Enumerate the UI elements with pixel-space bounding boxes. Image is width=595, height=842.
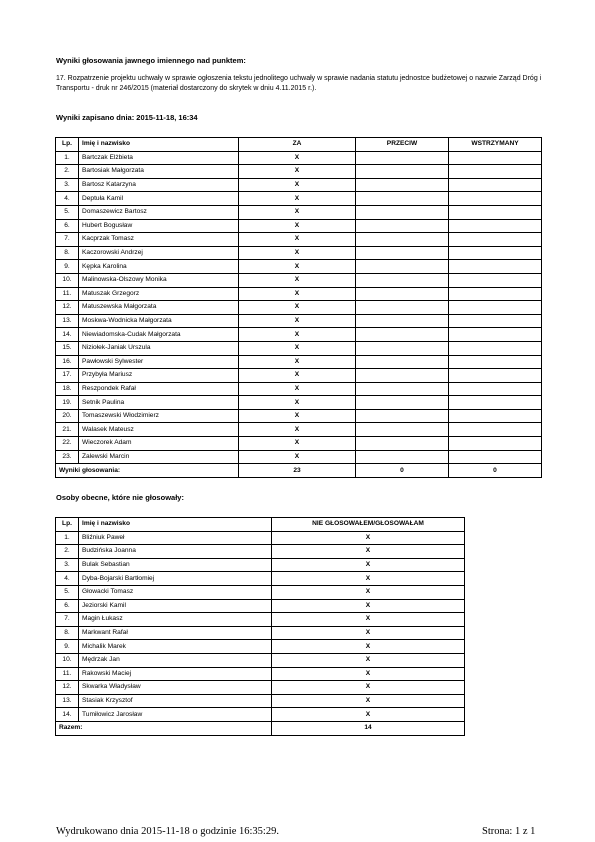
row-lp: 13. — [56, 314, 79, 328]
row-lp: 12. — [56, 301, 79, 315]
header-not-voted: NIE GŁOSOWAŁEM/GŁOSOWAŁAM — [272, 518, 465, 532]
table-row — [56, 151, 542, 165]
header-za: ZA — [239, 138, 356, 152]
header-przeciw: PRZECIW — [356, 138, 449, 152]
row-wstrzymany — [449, 369, 542, 383]
table-header-row — [56, 138, 542, 152]
row-wstrzymany — [449, 437, 542, 451]
section-title: Wyniki głosowania jawnego imiennego nad punktem: — [56, 56, 246, 65]
row-lp: 14. — [56, 708, 79, 722]
table-row — [56, 246, 542, 260]
row-za: X — [239, 341, 356, 355]
row-za: X — [239, 301, 356, 315]
row-wstrzymany — [449, 273, 542, 287]
footer-printed: Wydrukowano dnia 2015-11-18 o godzinie 16:35:29. — [56, 826, 279, 837]
row-name: Walasek Mateusz — [79, 423, 239, 437]
present-table — [55, 517, 465, 736]
row-wstrzymany — [449, 301, 542, 315]
row-name: Reszpondek Rafał — [79, 382, 239, 396]
row-lp: 3. — [56, 178, 79, 192]
row-name: Tumiłowicz Jarosław — [79, 708, 272, 722]
row-wstrzymany — [449, 423, 542, 437]
row-wstrzymany — [449, 192, 542, 206]
row-przeciw — [356, 314, 449, 328]
table-row — [56, 585, 465, 599]
row-name: Kacprzak Tomasz — [79, 233, 239, 247]
table-row — [56, 314, 542, 328]
header-wstrzymany: WSTRZYMANY — [449, 138, 542, 152]
table-row — [56, 165, 542, 179]
row-name: Magin Łukasz — [79, 613, 272, 627]
row-not-voted: X — [272, 545, 465, 559]
row-lp: 23. — [56, 450, 79, 464]
row-name: Domaszewicz Bartosz — [79, 205, 239, 219]
row-name: Michalik Marek — [79, 640, 272, 654]
row-lp: 2. — [56, 545, 79, 559]
row-wstrzymany — [449, 219, 542, 233]
row-lp: 12. — [56, 681, 79, 695]
table-row — [56, 531, 465, 545]
row-przeciw — [356, 287, 449, 301]
row-lp: 9. — [56, 640, 79, 654]
table-header-row — [56, 518, 465, 532]
row-za: X — [239, 437, 356, 451]
row-lp: 11. — [56, 287, 79, 301]
table-row — [56, 382, 542, 396]
row-za: X — [239, 423, 356, 437]
row-za: X — [239, 205, 356, 219]
row-za: X — [239, 219, 356, 233]
summary-przeciw: 0 — [356, 464, 449, 478]
row-not-voted: X — [272, 667, 465, 681]
table-row — [56, 694, 465, 708]
row-name: Wieczorek Adam — [79, 437, 239, 451]
row-za: X — [239, 287, 356, 301]
summary-label: Wyniki głosowania: — [56, 464, 239, 478]
row-wstrzymany — [449, 382, 542, 396]
row-name: Niewiadomska-Cudak Małgorzata — [79, 328, 239, 342]
row-wstrzymany — [449, 355, 542, 369]
row-wstrzymany — [449, 287, 542, 301]
row-lp: 17. — [56, 369, 79, 383]
row-lp: 15. — [56, 341, 79, 355]
row-przeciw — [356, 328, 449, 342]
row-name: Setnik Paulina — [79, 396, 239, 410]
agenda-item-description: 17. Rozpatrzenie projektu uchwały w sprawie ogłoszenia tekstu jednolitego uchwały w sprawie nadania statutu jednostce budżetowej o nazwie Zarząd Dróg i Transportu - druk nr 246/2015 (materiał dostarczony do skrytek w dniu 4.11.2015 r.). — [56, 75, 542, 92]
table-row — [56, 558, 465, 572]
row-name: Jeziorski Kamil — [79, 599, 272, 613]
row-za: X — [239, 178, 356, 192]
row-name: Przybyła Mariusz — [79, 369, 239, 383]
row-przeciw — [356, 450, 449, 464]
votes-table — [55, 137, 542, 478]
row-lp: 6. — [56, 219, 79, 233]
row-przeciw — [356, 341, 449, 355]
row-lp: 5. — [56, 585, 79, 599]
row-name: Bartosiak Małgorzata — [79, 165, 239, 179]
row-not-voted: X — [272, 572, 465, 586]
table-row — [56, 640, 465, 654]
row-wstrzymany — [449, 260, 542, 274]
row-name: Deptuła Kamil — [79, 192, 239, 206]
row-not-voted: X — [272, 531, 465, 545]
header-name: Imię i nazwisko — [79, 518, 272, 532]
table-row — [56, 437, 542, 451]
row-wstrzymany — [449, 328, 542, 342]
row-lp: 8. — [56, 626, 79, 640]
row-lp: 1. — [56, 531, 79, 545]
table-row — [56, 369, 542, 383]
row-name: Mędrzak Jan — [79, 653, 272, 667]
table-row — [56, 423, 542, 437]
row-lp: 1. — [56, 151, 79, 165]
summary-total: 14 — [272, 721, 465, 735]
footer-page-number: Strona: 1 z 1 — [482, 826, 536, 837]
row-przeciw — [356, 423, 449, 437]
row-lp: 20. — [56, 409, 79, 423]
row-lp: 10. — [56, 653, 79, 667]
row-przeciw — [356, 273, 449, 287]
table-row — [56, 233, 542, 247]
row-lp: 18. — [56, 382, 79, 396]
row-lp: 5. — [56, 205, 79, 219]
row-za: X — [239, 314, 356, 328]
table-row — [56, 273, 542, 287]
row-lp: 16. — [56, 355, 79, 369]
recorded-timestamp: Wyniki zapisano dnia: 2015-11-18, 16:34 — [56, 113, 198, 122]
row-not-voted: X — [272, 626, 465, 640]
row-lp: 7. — [56, 233, 79, 247]
row-za: X — [239, 151, 356, 165]
row-name: Dyba-Bojarski Bartłomiej — [79, 572, 272, 586]
row-lp: 11. — [56, 667, 79, 681]
row-wstrzymany — [449, 409, 542, 423]
row-not-voted: X — [272, 681, 465, 695]
row-wstrzymany — [449, 450, 542, 464]
row-not-voted: X — [272, 640, 465, 654]
row-przeciw — [356, 205, 449, 219]
row-za: X — [239, 260, 356, 274]
table-row — [56, 219, 542, 233]
row-wstrzymany — [449, 151, 542, 165]
row-name: Bartczak Elżbieta — [79, 151, 239, 165]
table-row — [56, 301, 542, 315]
row-name: Matuszewska Małgorzata — [79, 301, 239, 315]
table-row — [56, 341, 542, 355]
row-name: Budzińska Joanna — [79, 545, 272, 559]
row-lp: 8. — [56, 246, 79, 260]
row-name: Niziołek-Janiak Urszula — [79, 341, 239, 355]
row-name: Hubert Bogusław — [79, 219, 239, 233]
summary-za: 23 — [239, 464, 356, 478]
row-za: X — [239, 369, 356, 383]
table-row — [56, 599, 465, 613]
table-row — [56, 328, 542, 342]
row-przeciw — [356, 437, 449, 451]
table-row — [56, 450, 542, 464]
row-lp: 4. — [56, 192, 79, 206]
row-za: X — [239, 450, 356, 464]
row-not-voted: X — [272, 558, 465, 572]
row-za: X — [239, 409, 356, 423]
row-przeciw — [356, 369, 449, 383]
table-row — [56, 613, 465, 627]
row-przeciw — [356, 233, 449, 247]
row-przeciw — [356, 151, 449, 165]
votes-summary-row — [56, 464, 542, 478]
row-przeciw — [356, 382, 449, 396]
row-za: X — [239, 165, 356, 179]
table-row — [56, 653, 465, 667]
table-row — [56, 667, 465, 681]
row-wstrzymany — [449, 314, 542, 328]
row-wstrzymany — [449, 205, 542, 219]
header-lp: Lp. — [56, 518, 79, 532]
row-lp: 14. — [56, 328, 79, 342]
row-przeciw — [356, 260, 449, 274]
table-row — [56, 681, 465, 695]
table-row — [56, 192, 542, 206]
row-lp: 6. — [56, 599, 79, 613]
row-wstrzymany — [449, 396, 542, 410]
table-row — [56, 205, 542, 219]
row-przeciw — [356, 178, 449, 192]
table-row — [56, 396, 542, 410]
row-wstrzymany — [449, 246, 542, 260]
row-name: Tomaszewski Włodzimierz — [79, 409, 239, 423]
row-lp: 9. — [56, 260, 79, 274]
present-title: Osoby obecne, które nie głosowały: — [56, 493, 184, 502]
row-przeciw — [356, 355, 449, 369]
row-name: Rakowski Maciej — [79, 667, 272, 681]
row-not-voted: X — [272, 694, 465, 708]
row-not-voted: X — [272, 585, 465, 599]
row-przeciw — [356, 409, 449, 423]
row-wstrzymany — [449, 178, 542, 192]
row-name: Malinowska-Olszowy Monika — [79, 273, 239, 287]
table-row — [56, 178, 542, 192]
row-lp: 3. — [56, 558, 79, 572]
row-za: X — [239, 328, 356, 342]
row-za: X — [239, 382, 356, 396]
row-przeciw — [356, 246, 449, 260]
row-name: Zalewski Marcin — [79, 450, 239, 464]
table-row — [56, 545, 465, 559]
row-wstrzymany — [449, 341, 542, 355]
table-row — [56, 572, 465, 586]
row-name: Moskwa-Wodnicka Małgorzata — [79, 314, 239, 328]
header-name: Imię i nazwisko — [79, 138, 239, 152]
row-not-voted: X — [272, 599, 465, 613]
table-row — [56, 355, 542, 369]
row-lp: 4. — [56, 572, 79, 586]
row-lp: 10. — [56, 273, 79, 287]
table-row — [56, 260, 542, 274]
row-name: Kaczorowski Andrzej — [79, 246, 239, 260]
table-row — [56, 287, 542, 301]
row-lp: 2. — [56, 165, 79, 179]
row-za: X — [239, 273, 356, 287]
row-lp: 13. — [56, 694, 79, 708]
row-za: X — [239, 192, 356, 206]
row-przeciw — [356, 219, 449, 233]
row-not-voted: X — [272, 653, 465, 667]
row-name: Bulak Sebastian — [79, 558, 272, 572]
row-name: Bliźniuk Paweł — [79, 531, 272, 545]
table-row — [56, 708, 465, 722]
row-przeciw — [356, 192, 449, 206]
row-wstrzymany — [449, 165, 542, 179]
table-row — [56, 626, 465, 640]
row-not-voted: X — [272, 708, 465, 722]
row-name: Matuszak Grzegorz — [79, 287, 239, 301]
row-name: Pawłowski Sylwester — [79, 355, 239, 369]
row-przeciw — [356, 301, 449, 315]
row-za: X — [239, 246, 356, 260]
row-za: X — [239, 355, 356, 369]
row-name: Stasiak Krzysztof — [79, 694, 272, 708]
row-name: Skwarka Władysław — [79, 681, 272, 695]
header-lp: Lp. — [56, 138, 79, 152]
row-lp: 21. — [56, 423, 79, 437]
row-lp: 7. — [56, 613, 79, 627]
row-name: Głowacki Tomasz — [79, 585, 272, 599]
row-not-voted: X — [272, 613, 465, 627]
summary-label: Razem: — [56, 721, 272, 735]
row-name: Markwant Rafał — [79, 626, 272, 640]
row-name: Kępka Karolina — [79, 260, 239, 274]
row-name: Bartosz Katarzyna — [79, 178, 239, 192]
summary-wstrzymany: 0 — [449, 464, 542, 478]
row-za: X — [239, 233, 356, 247]
row-za: X — [239, 396, 356, 410]
row-przeciw — [356, 396, 449, 410]
table-row — [56, 409, 542, 423]
row-wstrzymany — [449, 233, 542, 247]
present-summary-row — [56, 721, 465, 735]
row-lp: 22. — [56, 437, 79, 451]
row-lp: 19. — [56, 396, 79, 410]
row-przeciw — [356, 165, 449, 179]
